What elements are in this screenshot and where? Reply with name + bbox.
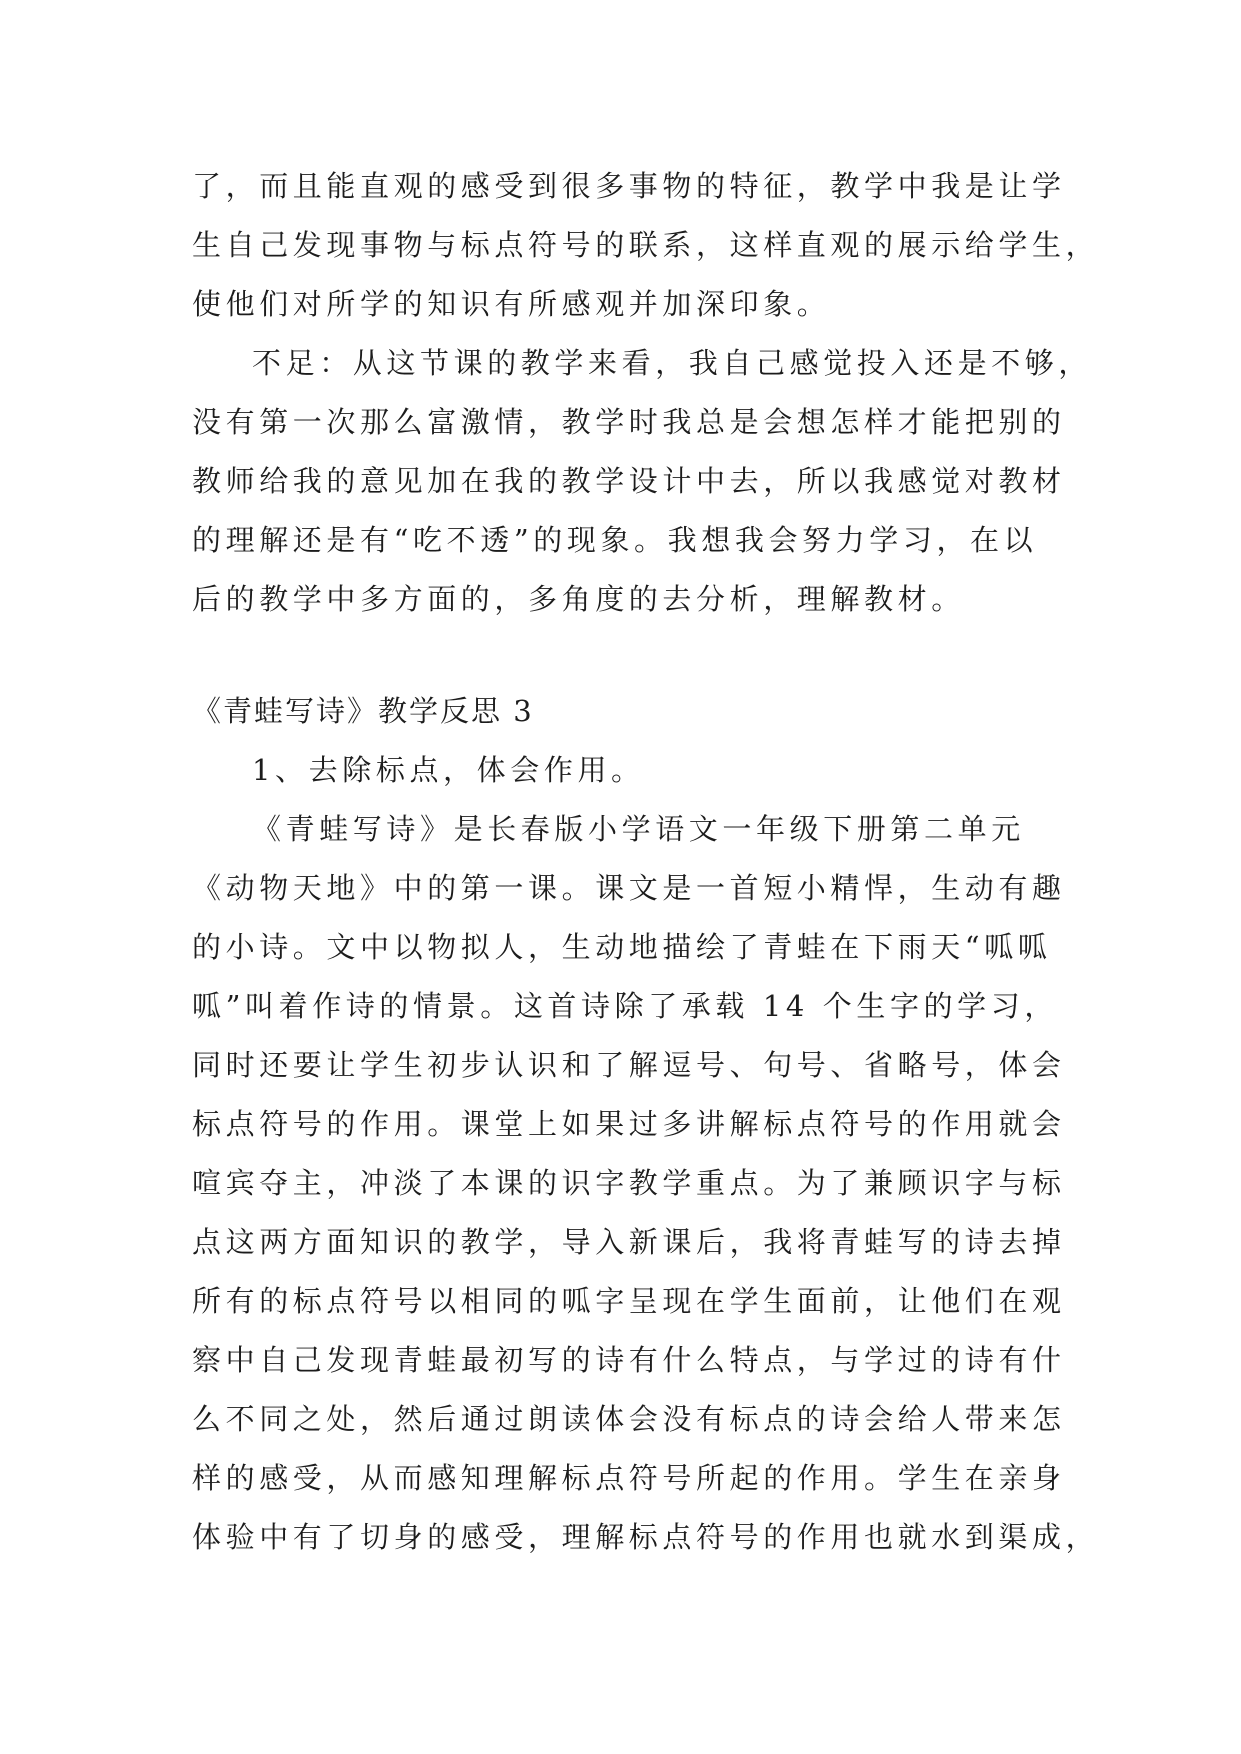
paragraph-line: 点这两方面知识的教学，导入新课后，我将青蛙写的诗去掉 [192, 1225, 1066, 1259]
paragraph-line: 没有第一次那么富激情，教学时我总是会想怎样才能把别的 [192, 405, 1066, 439]
paragraph-line: 所有的标点符号以相同的呱字呈现在学生面前，让他们在观 [192, 1284, 1066, 1318]
section-title: 《青蛙写诗》教学反思 3 [192, 694, 534, 728]
paragraph-line: 呱”叫着作诗的情景。这首诗除了承载 14 个生字的学习， [192, 989, 1058, 1023]
paragraph-line: 了，而且能直观的感受到很多事物的特征，教学中我是让学 [192, 169, 1066, 203]
paragraph-line: 样的感受，从而感知理解标点符号所起的作用。学生在亲身 [192, 1461, 1066, 1495]
paragraph-line: 察中自己发现青蛙最初写的诗有什么特点，与学过的诗有什 [192, 1343, 1066, 1377]
paragraph-line: 么不同之处，然后通过朗读体会没有标点的诗会给人带来怎 [192, 1402, 1066, 1436]
paragraph-line: 《青蛙写诗》是长春版小学语文一年级下册第二单元 [252, 812, 1025, 846]
paragraph-line: 教师给我的意见加在我的教学设计中去，所以我感觉对教材 [192, 464, 1066, 498]
paragraph-line: 使他们对所学的知识有所感观并加深印象。 [192, 287, 831, 321]
paragraph-line: 的理解还是有“吃不透”的现象。我想我会努力学习，在以 [192, 523, 1038, 557]
paragraph-line: 后的教学中多方面的，多角度的去分析，理解教材。 [192, 582, 965, 616]
paragraph-line: 标点符号的作用。课堂上如果过多讲解标点符号的作用就会 [192, 1107, 1066, 1141]
list-item: 1、去除标点，体会作用。 [252, 753, 645, 787]
paragraph-line: 不足：从这节课的教学来看，我自己感觉投入还是不够， [252, 346, 1093, 380]
paragraph-line: 《动物天地》中的第一课。课文是一首短小精悍，生动有趣 [192, 871, 1066, 905]
paragraph-line: 生自己发现事物与标点符号的联系，这样直观的展示给学生， [192, 228, 1100, 262]
paragraph-line: 同时还要让学生初步认识和了解逗号、句号、省略号，体会 [192, 1048, 1066, 1082]
paragraph-line: 的小诗。文中以物拟人，生动地描绘了青蛙在下雨天“呱呱 [192, 930, 1052, 964]
paragraph-line: 喧宾夺主，冲淡了本课的识字教学重点。为了兼顾识字与标 [192, 1166, 1066, 1200]
paragraph-line: 体验中有了切身的感受，理解标点符号的作用也就水到渠成， [192, 1520, 1100, 1554]
